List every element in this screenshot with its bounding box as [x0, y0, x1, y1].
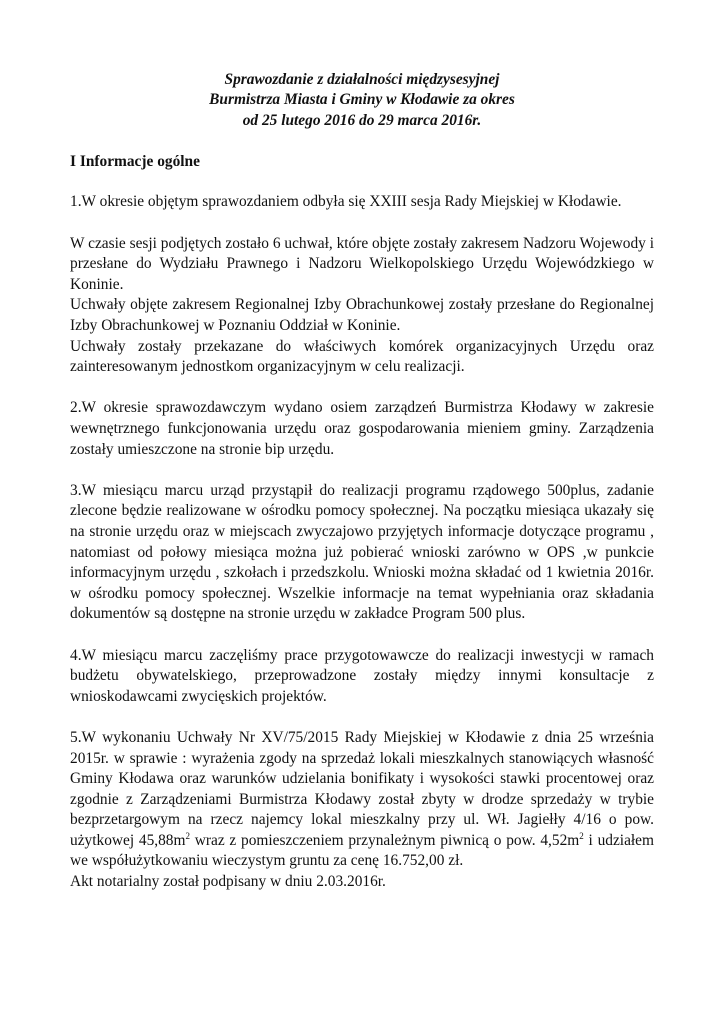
title-line-2: Burmistrza Miasta i Gminy w Kłodawie za okres — [209, 91, 515, 109]
paragraph-6-text-3: i udziałem we współużytkowaniu wieczystym gruntu za cenę 16.752,00 zł. — [70, 831, 654, 870]
paragraph-1: 1.W okresie objętym sprawozdaniem odbyła się XXIII sesja Rady Miejskiej w Kłodawie. — [70, 193, 622, 211]
paragraph-6-text-2: wraz z pomieszczeniem przynależnym piwnicą o pow. 4,52m — [189, 831, 580, 849]
superscript-2: 2 — [579, 830, 584, 841]
paragraph-7: Akt notarialny został podpisany w dniu 2.03.2016r. — [70, 873, 386, 891]
paragraph-6 — [70, 728, 654, 872]
paragraph-5: 4.W miesiącu marcu zaczęliśmy prace przygotowawcze do realizacji inwestycji w ramach budżetu obywatelskiego, przeprowadzone zostały między innymi konsultacje z wnioskodawcami zwycięskich projektów. — [70, 646, 654, 705]
paragraph-2b: Uchwały objęte zakresem Regionalnej Izby Obrachunkowej zostały przesłane do Regionalnej Izby Obrachunkowej w Poznaniu Oddział w Koninie. — [70, 296, 654, 335]
title-line-1: Sprawozdanie z działalności międzysesyjnej — [224, 71, 500, 88]
paragraph-4: 3.W miesiącu marcu urząd przystąpił do realizacji programu rządowego 500plus, zadanie zlecone będzie realizowane w ośrodku pomocy społecznej. Na początku miesiąca ukazały się na stronie urzędu oraz w miejscach zwyczajowo przyjętych informacje dotyczące programu , natomiast od połowy miesiąca można już pobierać wnioski zarówno w OPS ,w punkcie informacyjnym urzędu , szkołach i przedszkolu. Wnioski można składać od 1 kwietnia 2016r. w ośrodku pomocy społecznej. Wszelkie informacje na temat wypełniania oraz składania dokumentów są dostępne na stronie urzędu w zakładce Program 500 plus. — [70, 481, 654, 623]
superscript-1: 2 — [185, 830, 190, 841]
document-title — [70, 70, 654, 131]
paragraph-2c: Uchwały zostały przekazane do właściwych komórek organizacyjnych Urzędu oraz zainteresowanym jednostkom organizacyjnym w celu realizacji. — [70, 337, 654, 376]
title-line-3: od 25 lutego 2016 do 29 marca 2016r. — [242, 111, 482, 129]
paragraph-6-text-1: 5.W wykonaniu Uchwały Nr XV/75/2015 Rady Miejskiej w Kłodawie z dnia 25 września 2015r. w sprawie : wyrażenia zgody na sprzedaż lokali mieszkalnych stanowiących własność Gminy Kłodawa oraz warunków udzielania bonifikaty i wysokości stawki procentowej oraz zgodnie z Zarządzeniami Burmistrza Kłodawy został zbyty w drodze sprzedaży w trybie bezprzetargowym na rzecz najemcy lokal mieszkalny przy ul. Wł. Jagiełły 4/16 o pow. użytkowej 45,88m — [70, 728, 654, 849]
document-page — [70, 70, 654, 893]
section-heading: I Informacje ogólne — [70, 152, 200, 170]
paragraph-3: 2.W okresie sprawozdawczym wydano osiem zarządzeń Burmistrza Kłodawy w zakresie wewnętrznego funkcjonowania urzędu oraz gospodarowania mieniem gminy. Zarządzenia zostały umieszczone na stronie bip urzędu. — [70, 399, 654, 458]
paragraph-2a: W czasie sesji podjętych zostało 6 uchwał, które objęte zostały zakresem Nadzoru Wojewody i przesłane do Wydziału Prawnego i Nadzoru Wielkopolskiego Urzędu Wojewódzkiego w Koninie. — [70, 234, 654, 293]
